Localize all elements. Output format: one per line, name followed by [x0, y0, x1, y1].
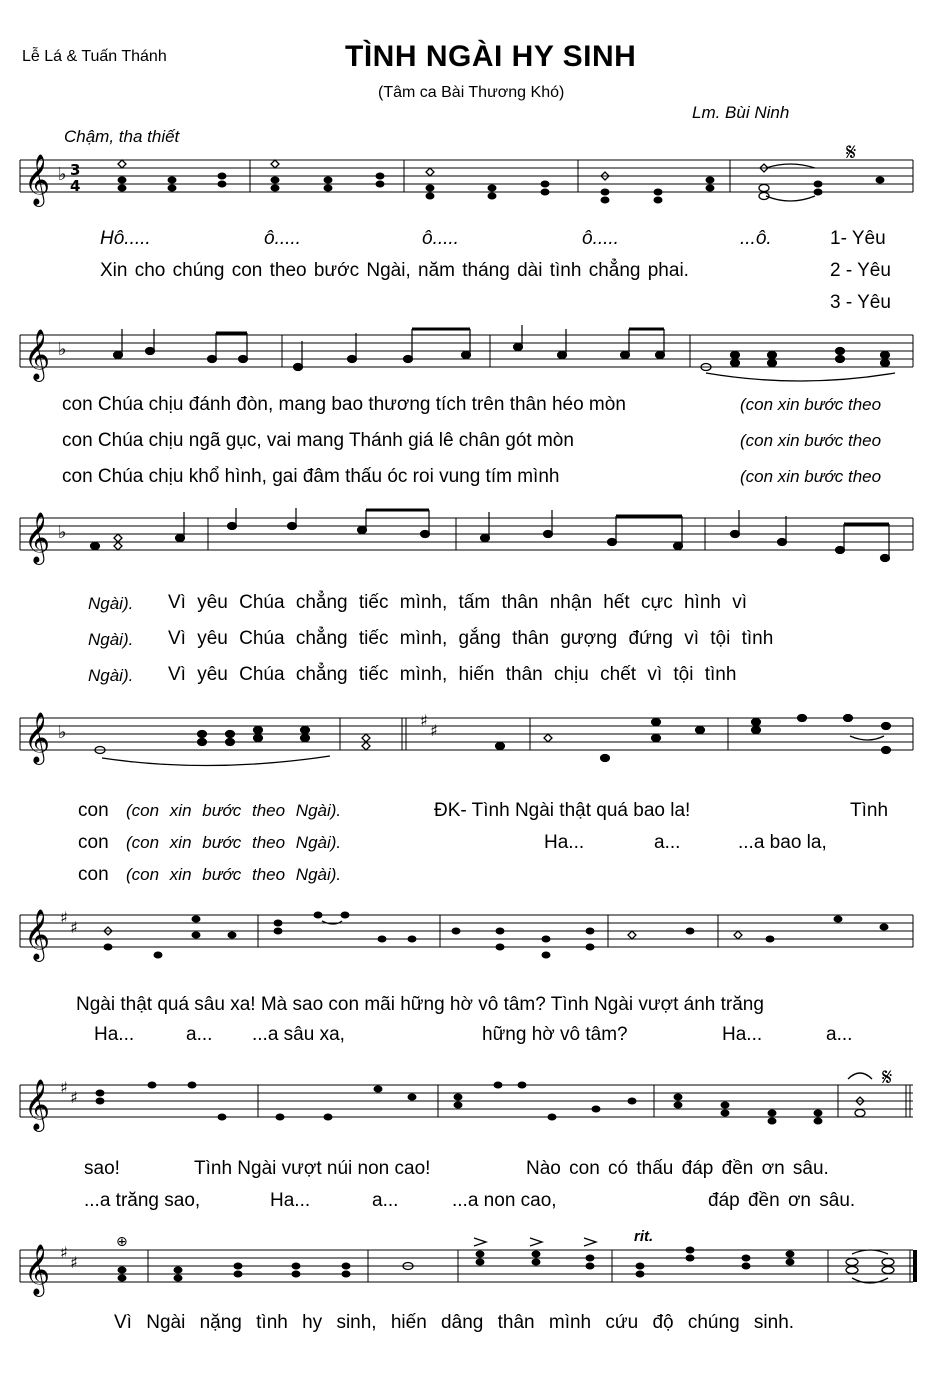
- flat-icon: ♭: [58, 339, 67, 360]
- sharp-icon: ♯: [60, 1078, 68, 1097]
- lyric-aside: Ngài).: [88, 594, 134, 613]
- refrain-line: ĐK- Tình Ngài thật quá bao la!: [434, 800, 691, 821]
- song-title: TÌNH NGÀI HY SINH: [345, 40, 637, 73]
- staff-system-6: [0, 1063, 933, 1135]
- lyric-syllable: ô.....: [422, 228, 459, 249]
- composer-credit: Lm. Bùi Ninh: [692, 103, 790, 122]
- verse-label: 1- Yêu: [830, 228, 886, 249]
- lyric-aside: (con xin bước theo: [740, 395, 882, 414]
- ritardando-marking: rit.: [634, 1228, 654, 1245]
- lyric-aside: (con xin bước theo: [740, 431, 882, 450]
- lyric-line: Vì yêu Chúa chẳng tiếc mình, tấm thân nhận hết cực hình vì: [168, 592, 748, 613]
- lyric-syllable: con: [78, 800, 109, 821]
- lyric-line: con Chúa chịu ngã gục, vai mang Thánh giá lê chân gót mòn: [62, 430, 574, 451]
- lyric-syllable: đáp đền ơn sâu.: [708, 1190, 856, 1211]
- lyric-syllable: ...ô.: [740, 228, 772, 249]
- staff-system-1: [0, 138, 933, 210]
- lyric-syllable: con: [78, 832, 109, 853]
- svg-text:3: 3: [70, 161, 81, 179]
- sharp-icon: ♯: [70, 1088, 78, 1107]
- staff-system-4: [0, 708, 933, 768]
- flat-icon: ♭: [58, 164, 67, 185]
- lyric-syllable: Ha...: [544, 832, 585, 853]
- refrain-line: Tình Ngài vượt núi non cao!: [194, 1158, 431, 1179]
- lyric-aside: (con xin bước theo: [740, 467, 882, 486]
- sharp-icon: ♯: [70, 918, 78, 937]
- lyric-syllable: ...a bao la,: [738, 832, 827, 853]
- verse-label: 2 - Yêu: [830, 260, 891, 281]
- staff-system-3: [0, 508, 933, 568]
- lyric-line: Xin cho chúng con theo bước Ngài, năm tháng dài tình chẳng phai.: [100, 260, 689, 281]
- lyric-aside: (con xin bước theo Ngài).: [126, 801, 342, 820]
- sharp-icon: ♯: [70, 1253, 78, 1272]
- lyric-syllable: hững hờ vô tâm?: [482, 1024, 628, 1045]
- lyric-syllable: a...: [186, 1024, 213, 1045]
- lyric-syllable: Ha...: [722, 1024, 763, 1045]
- lyric-syllable: ô.....: [264, 228, 301, 249]
- sharp-icon: ♯: [420, 711, 428, 730]
- lyric-syllable: Ha...: [94, 1024, 135, 1045]
- sharp-icon: ♯: [430, 721, 438, 740]
- lyric-syllable: con: [78, 864, 109, 885]
- lyric-line: Vì yêu Chúa chẳng tiếc mình, hiến thân chịu chết vì tội tình: [168, 664, 737, 685]
- lyric-line: Vì yêu Chúa chẳng tiếc mình, gắng thân gượng đứng vì tội tình: [168, 628, 774, 649]
- song-subtitle: (Tâm ca Bài Thương Khó): [378, 84, 565, 101]
- segno-icon: 𝄋: [846, 138, 857, 166]
- lyric-syllable: ...a sâu xa,: [252, 1024, 345, 1045]
- treble-clef-icon: 𝄞: [24, 712, 51, 763]
- lyric-syllable: Tình: [850, 800, 889, 821]
- lyric-line: con Chúa chịu khổ hình, gai đâm thấu óc roi vung tím mình: [62, 466, 560, 487]
- lyric-syllable: a...: [654, 832, 681, 853]
- treble-clef-icon: 𝄞: [24, 1079, 51, 1130]
- svg-text:4: 4: [70, 177, 81, 195]
- coda-icon: ⊕: [116, 1234, 128, 1250]
- lyric-syllable: ô.....: [582, 228, 619, 249]
- verse-label: 3 - Yêu: [830, 292, 891, 313]
- lyric-syllable: sao!: [84, 1158, 120, 1179]
- treble-clef-icon: 𝄞: [24, 909, 51, 960]
- lyric-line: con Chúa chịu đánh đòn, mang bao thương tích trên thân héo mòn: [62, 394, 626, 415]
- flat-icon: ♭: [58, 522, 67, 543]
- lyric-aside: (con xin bước theo Ngài).: [126, 865, 342, 884]
- lyric-line: Vì Ngài nặng tình hy sinh, hiến dâng thân mình cứu độ chúng sinh.: [114, 1312, 795, 1333]
- lyric-aside: (con xin bước theo Ngài).: [126, 833, 342, 852]
- lyric-syllable: ...a trăng sao,: [84, 1190, 201, 1211]
- lyric-syllable: ...a non cao,: [452, 1190, 557, 1211]
- refrain-line: Nào con có thấu đáp đền ơn sâu.: [526, 1158, 829, 1179]
- lyricist-credit: Lễ Lá & Tuấn Thánh: [22, 48, 167, 65]
- flat-icon: ♭: [58, 722, 67, 743]
- lyric-aside: Ngài).: [88, 630, 134, 649]
- sharp-icon: ♯: [60, 908, 68, 927]
- treble-clef-icon: 𝄞: [24, 1244, 51, 1295]
- tempo-marking: Chậm, tha thiết: [64, 127, 180, 146]
- staff-system-2: [0, 325, 933, 385]
- lyric-syllable: a...: [372, 1190, 399, 1211]
- sharp-icon: ♯: [60, 1243, 68, 1262]
- refrain-line: Ngài thật quá sâu xa! Mà sao con mãi hững hờ vô tâm? Tình Ngài vượt ánh trăng: [76, 994, 764, 1015]
- treble-clef-icon: 𝄞: [24, 512, 51, 563]
- lyric-syllable: a...: [826, 1024, 853, 1045]
- lyric-syllable: Hô.....: [100, 228, 151, 249]
- treble-clef-icon: 𝄞: [24, 154, 51, 205]
- lyric-syllable: Ha...: [270, 1190, 311, 1211]
- lyric-aside: Ngài).: [88, 666, 134, 685]
- staff-system-5: [0, 905, 933, 965]
- treble-clef-icon: 𝄞: [24, 329, 51, 380]
- segno-icon: 𝄋: [882, 1063, 893, 1091]
